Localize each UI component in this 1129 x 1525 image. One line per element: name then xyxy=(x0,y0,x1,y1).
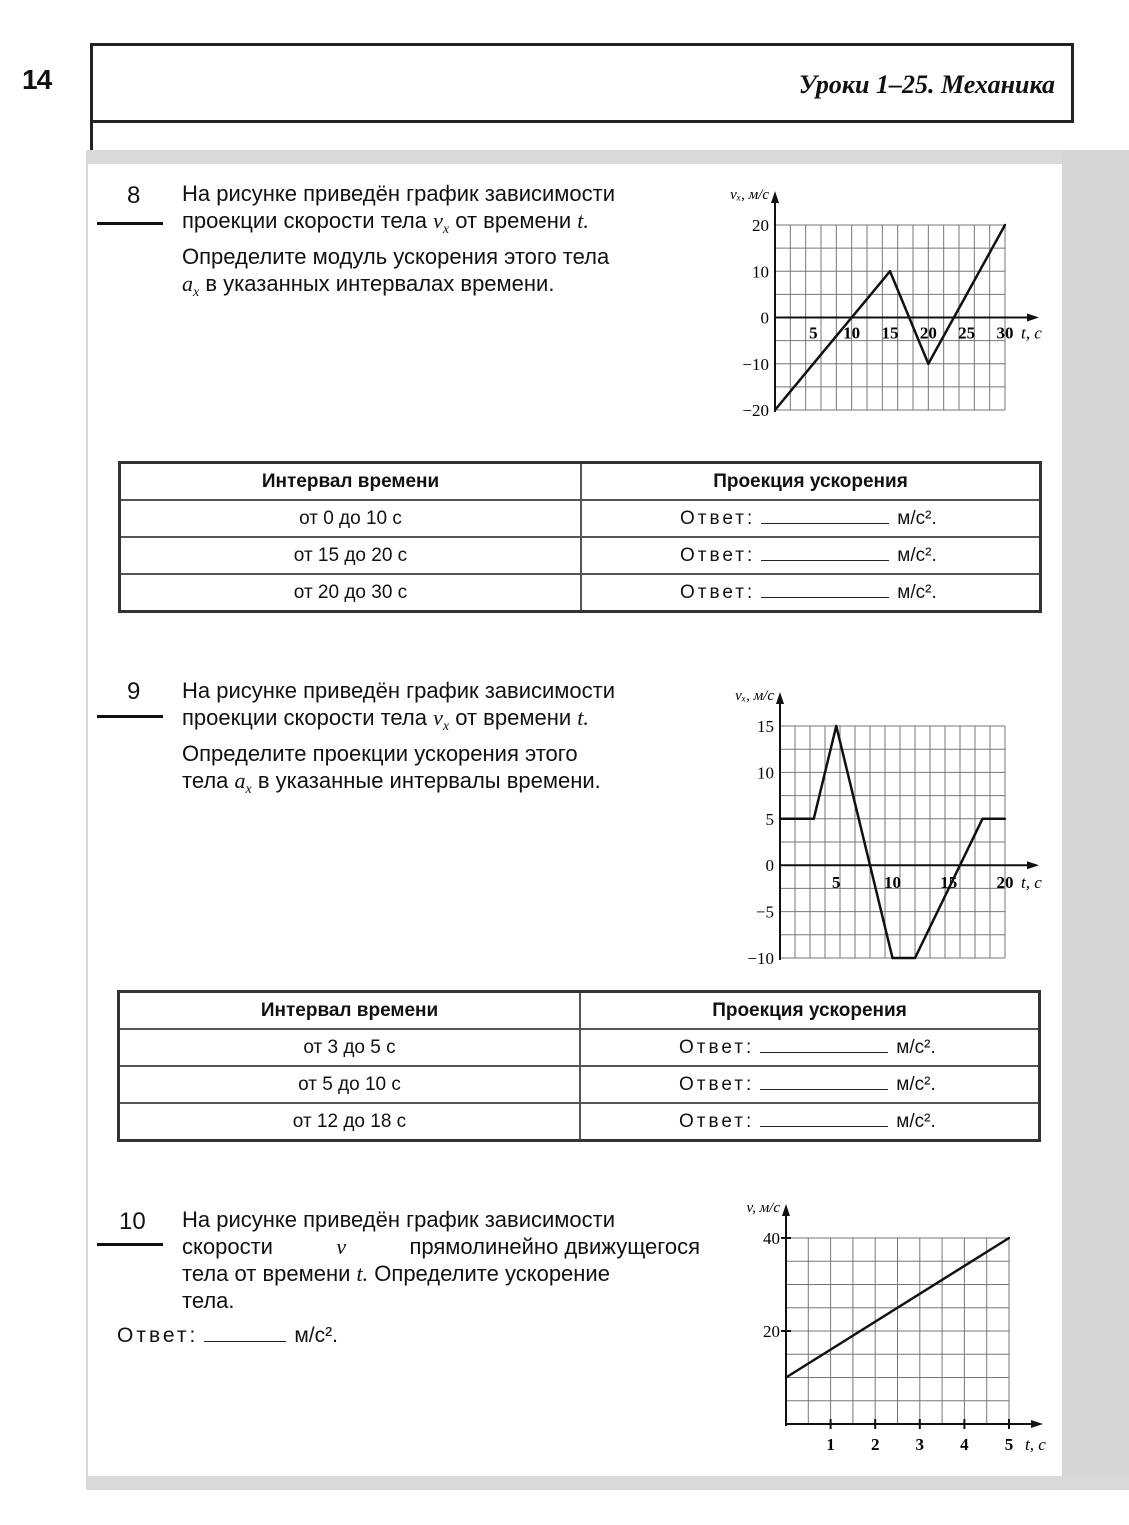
x-tick-label: 25 xyxy=(958,323,976,343)
answer-blank[interactable] xyxy=(761,509,889,524)
y-axis-label: vₓ, м/с xyxy=(730,187,769,203)
x-tick-label: 5 xyxy=(809,323,818,343)
y-tick-label: 20 xyxy=(752,216,769,235)
y-tick-label: 5 xyxy=(765,809,774,829)
data-point xyxy=(1008,1237,1010,1239)
answer-blank[interactable] xyxy=(760,1075,888,1090)
answer-blank[interactable] xyxy=(204,1327,286,1342)
x-axis-arrow xyxy=(1031,1420,1043,1428)
x-axis-arrow xyxy=(1027,314,1039,322)
x-axis-label: t, с xyxy=(1025,1435,1046,1454)
y-tick-label: 20 xyxy=(763,1322,780,1341)
x-tick-label: 2 xyxy=(870,1435,880,1454)
data-point xyxy=(835,725,837,727)
table-row: от 3 до 5 с Ответ: м/с². xyxy=(119,1029,1040,1066)
table-row: от 20 до 30 с Ответ: м/с². xyxy=(120,574,1041,612)
task-number: 10 xyxy=(119,1208,146,1235)
header-box xyxy=(90,43,1074,123)
data-point xyxy=(914,957,916,959)
answer-line: Ответ: м/с². xyxy=(117,1324,338,1347)
x-tick-label: 5 xyxy=(1004,1435,1014,1454)
data-point xyxy=(1004,224,1006,226)
x-tick-label: 10 xyxy=(884,873,901,893)
task-text: На рисунке приведён график зависимости проекции скорости тела $v_x$ от времени t. Определите модуль ускорения этого тела $a_x$ в указанных интервалах времени. xyxy=(182,181,616,300)
task-number: 9 xyxy=(127,678,141,705)
x-tick-label: 4 xyxy=(960,1435,969,1454)
table-row: от 12 до 18 с Ответ: м/с². xyxy=(119,1103,1040,1141)
data-point xyxy=(779,818,781,820)
answer-blank[interactable] xyxy=(761,583,889,598)
data-point xyxy=(981,818,983,820)
velocity-chart-task8 xyxy=(690,175,1060,425)
table-row: от 0 до 10 с Ответ: м/с². xyxy=(120,500,1041,537)
x-tick-label: 1 xyxy=(826,1435,835,1454)
y-tick-label: −10 xyxy=(747,949,774,968)
task-text: На рисунке приведён график зависимости проекции скорости тела $v_x$ от времени t. Определите проекции ускорения этого тела $a_x$ в указанные интервалы времени. xyxy=(182,678,616,797)
data-point xyxy=(774,409,776,411)
y-tick-label: 0 xyxy=(765,856,774,876)
y-tick-label: −10 xyxy=(742,354,769,374)
table-header: Интервал времени xyxy=(119,992,581,1030)
x-tick-label: 15 xyxy=(881,323,899,343)
y-tick-label: 15 xyxy=(757,717,774,736)
y-tick-label: 40 xyxy=(763,1229,780,1248)
data-point xyxy=(813,818,815,820)
task-text: На рисунке приведён график зависимости скорости v прямолинейно движущегося тела от времени t. Определите ускорение тела. xyxy=(182,1207,700,1313)
answer-table xyxy=(117,990,1041,1142)
data-point xyxy=(1004,818,1006,820)
data-point xyxy=(785,1376,787,1378)
task-number: 8 xyxy=(127,182,141,209)
table-row: от 15 до 20 с Ответ: м/с². xyxy=(120,537,1041,574)
velocity-chart-task9 xyxy=(690,673,1060,973)
table-header: Интервал времени xyxy=(120,463,582,501)
x-tick-label: 15 xyxy=(940,873,958,893)
x-axis-label: t, с xyxy=(1021,873,1042,893)
velocity-chart-task10 xyxy=(700,1192,1060,1462)
y-tick-label: 10 xyxy=(752,262,769,282)
y-axis-label: vₓ, м/с xyxy=(735,688,774,704)
x-tick-label: 10 xyxy=(843,323,861,343)
answer-blank[interactable] xyxy=(761,546,889,561)
x-tick-label: 5 xyxy=(832,873,841,893)
header-title: Уроки 1–25. Механика xyxy=(798,70,1055,99)
x-axis-label: t, с xyxy=(1021,323,1042,343)
answer-blank[interactable] xyxy=(760,1112,888,1127)
answer-table xyxy=(118,461,1042,613)
x-tick-label: 20 xyxy=(919,323,937,343)
x-tick-label: 30 xyxy=(996,323,1014,343)
data-point xyxy=(927,363,929,365)
y-axis-arrow xyxy=(782,1204,790,1216)
y-tick-label: 10 xyxy=(757,763,774,783)
y-tick-label: 0 xyxy=(760,308,769,328)
x-tick-label: 20 xyxy=(996,873,1014,893)
answer-blank[interactable] xyxy=(760,1038,888,1053)
y-tick-label: −20 xyxy=(742,401,769,420)
y-axis-arrow xyxy=(771,191,779,203)
x-axis-arrow xyxy=(1027,861,1039,869)
y-tick-label: −5 xyxy=(755,902,774,922)
page-number: 14 xyxy=(22,64,52,95)
table-row: от 5 до 10 с Ответ: м/с². xyxy=(119,1066,1040,1103)
data-point xyxy=(889,270,891,272)
x-tick-label: 3 xyxy=(915,1435,925,1454)
table-header: Проекция ускорения xyxy=(580,992,1040,1030)
y-axis-arrow xyxy=(776,692,784,704)
y-axis-label: v, м/с xyxy=(746,1200,780,1216)
data-point xyxy=(891,957,893,959)
table-header: Проекция ускорения xyxy=(581,463,1041,501)
